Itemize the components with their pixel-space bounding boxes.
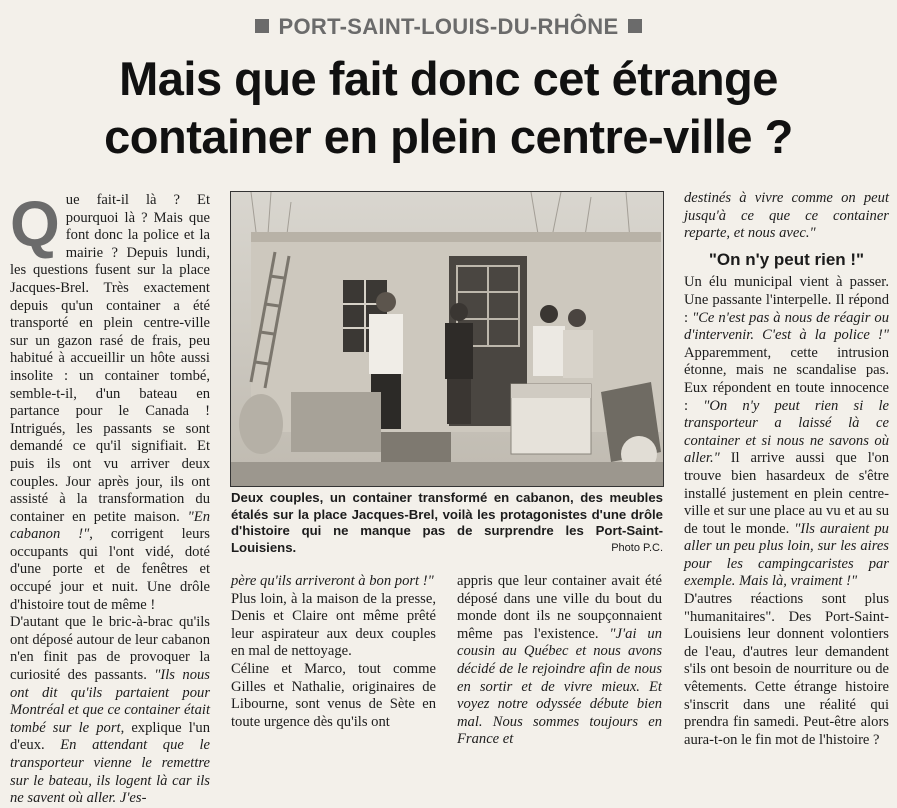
body-text: Plus loin, à la maison de la presse, Denis et Claire ont même prêté leur aspirateur aux deux couples en mal de nettoyage. bbox=[231, 590, 436, 660]
kicker bbox=[0, 14, 897, 40]
drop-cap: Q bbox=[10, 188, 60, 260]
paragraph bbox=[231, 573, 436, 591]
article-column-1 bbox=[10, 188, 210, 808]
paragraph bbox=[231, 591, 436, 661]
body-text: D'autant que le bric-à-brac qu'ils ont déposé autour de leur cabanon n'en finit pas de provoquer la curiosité des passants. bbox=[10, 614, 210, 684]
quote-text: "En cabanon !" bbox=[10, 508, 210, 543]
photo-illustration bbox=[231, 192, 663, 486]
headline-line-2: container en plein centre-ville ? bbox=[104, 110, 793, 163]
quote-text: "Ce n'est pas à nous de réagir ou d'intervenir. C'est à la police !" bbox=[684, 309, 889, 344]
body-text: Il arrive aussi que l'on trouve bien hasardeux de s'être installé justement en plein centre-ville et sur une place au vu et au su de tout le monde. bbox=[684, 450, 889, 537]
quote-text: père qu'ils arriveront à bon port !" bbox=[231, 573, 434, 589]
quote-text: destinés à vivre comme on peut jusqu'à ce que ce container reparte, et nous avec." bbox=[684, 190, 889, 242]
headline-line-1: Mais que fait donc cet étrange bbox=[119, 52, 778, 105]
body-text: ue fait-il là ? Et pourquoi là ? Mais que font donc la police et la mairie ? Depuis lundi, les questions fusent sur la place Jacques-Brel. Très exactement depuis qu'un container a été transporté en plein centre-ville sur un gazon rasé de frais, peu habitué à accueillir un hôte aussi insolite : un container tombé, semble-t-il, d'un bateau en partance pour le Canada ! Intrigués, les passants se sont demandé ce qu'il signifiait. Et puis ils ont vu arriver deux couples. Jour après jour, ils ont assisté à la transformation du container en petite maison. bbox=[10, 192, 210, 525]
paragraph bbox=[684, 190, 889, 243]
article-column-2 bbox=[231, 573, 436, 731]
photo-credit: Photo P.C. bbox=[611, 541, 663, 554]
square-bullet-icon bbox=[255, 19, 269, 33]
article-column-3 bbox=[457, 573, 662, 749]
paragraph bbox=[10, 188, 210, 614]
subheading: "On n'y peut rien !" bbox=[708, 249, 865, 269]
body-text: , explique l'un d'eux. bbox=[10, 719, 210, 754]
paragraph bbox=[10, 614, 210, 808]
paragraph bbox=[684, 591, 889, 749]
quote-text: "On n'y peut rien si le transporteur a laissé là ce container et si nous ne savons où aller." bbox=[684, 397, 889, 467]
article-column-4 bbox=[684, 190, 889, 749]
body-text: Un élu municipal vient à passer. Une passante l'interpelle. Il répond : bbox=[684, 274, 889, 326]
quote-text: En attendant que le transporteur vienne le remettre sur le bateau, ils logent là car ils ne savent où aller. J'es- bbox=[10, 737, 210, 807]
body-text: Céline et Marco, tout comme Gilles et Nathalie, originaires de Libourne, sont venus de Sète en toute urgence dès qu'ils ont bbox=[231, 660, 436, 730]
body-text: appris que leur container avait été déposé dans une ville du bout du monde dont ils ne soupçonnaient même pas l'existence. bbox=[457, 573, 662, 642]
body-text: , corrigent leurs occupants qui l'ont vidé, doté d'une porte et de fenêtres et occupé jour et nuit. Une drôle d'histoire tout de même ! bbox=[10, 526, 210, 613]
paragraph bbox=[231, 661, 436, 731]
square-bullet-icon bbox=[628, 19, 642, 33]
quote-text: "Ils nous ont dit qu'ils partaient pour Montréal et que ce container était tombé sur le port bbox=[10, 667, 210, 736]
article-photo bbox=[230, 191, 664, 487]
paragraph bbox=[684, 274, 889, 591]
photo-caption bbox=[231, 490, 663, 556]
quote-text: "Ils auraient pu aller un peu plus loin, sur les aires pour les campingcaristes par exemple. Mais là, vraiment !" bbox=[684, 520, 889, 590]
paragraph bbox=[457, 573, 662, 749]
caption-text: Deux couples, un container transformé en cabanon, des meubles étalés sur la place Jacques-Brel, voilà les protagonistes d'une drôle d'histoire qui ne manque pas de surprendre les Port-Saint-Louisiens. bbox=[231, 490, 663, 555]
headline bbox=[20, 50, 877, 166]
kicker-text: PORT-SAINT-LOUIS-DU-RHÔNE bbox=[278, 14, 619, 39]
body-text: D'autres réactions sont plus "humanitaires". Des Port-Saint-Louisiens leur donnent volontiers de l'eau, d'autres leur demandent s'ils ont besoin de nourriture ou de vêtements. Cette étrange histoire s'inscrit dans une réalité qui prendra fin samedi. Peut-être alors aura-t-on le fin mot de l'histoire ? bbox=[684, 591, 889, 748]
quote-text: "J'ai un cousin au Québec et nous avons décidé de le rejoindre afin de nous en sortir et de vivre mieux. Et voyez notre odyssée débute bien mal. Nous sommes toujours en France et bbox=[457, 625, 662, 748]
body-text: Apparemment, cette intrusion étonne, mais ne scandalise pas. Eux répondent en toute innocence : bbox=[684, 344, 889, 414]
